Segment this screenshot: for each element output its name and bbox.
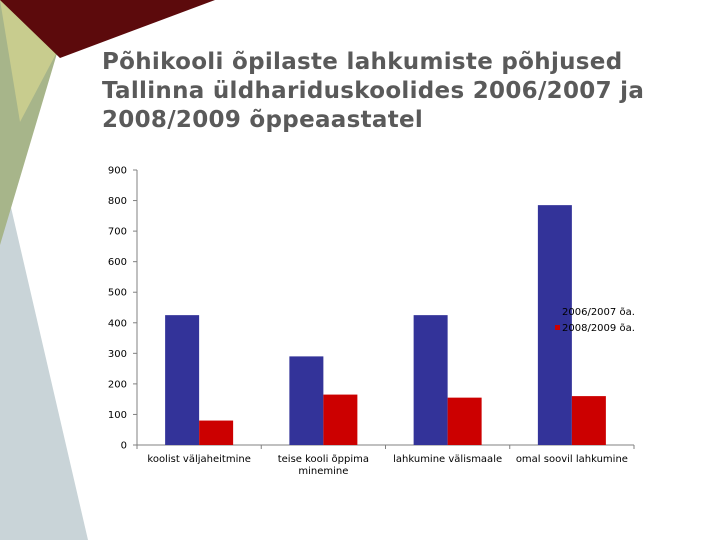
y-tick-label: 300 [107, 348, 127, 360]
y-tick-label: 0 [120, 440, 127, 452]
title-line: Põhikooli õpilaste lahkumiste põhjused [102, 49, 623, 75]
bar-series-2 [199, 421, 233, 445]
bar-series-1 [289, 356, 323, 445]
y-tick-label: 200 [107, 379, 127, 391]
x-tick-label: omal soovil lahkumine [515, 454, 628, 465]
title-line: Tallinna üldhariduskoolides 2006/2007 ja [102, 78, 645, 104]
legend-swatch [555, 325, 560, 330]
y-tick-label: 500 [107, 287, 127, 299]
legend-label: 2008/2009 õa. [562, 323, 635, 334]
bar-series-2 [448, 398, 482, 445]
legend-swatch [555, 309, 560, 314]
y-tick-label: 900 [107, 165, 127, 177]
bar-series-1 [414, 315, 448, 445]
x-tick-label: koolist väljaheitmine [147, 454, 251, 465]
bar-series-2 [572, 396, 606, 445]
title-line: 2008/2009 õppeaastatel [102, 107, 424, 133]
y-tick-label: 100 [107, 409, 127, 421]
bar-series-2 [323, 395, 357, 445]
x-tick-label: minemine [298, 466, 349, 477]
y-tick-label: 400 [107, 318, 127, 330]
y-tick-label: 800 [107, 196, 127, 208]
legend-label: 2006/2007 õa. [562, 307, 635, 318]
y-tick-label: 600 [107, 257, 127, 269]
y-tick-label: 700 [107, 226, 127, 238]
x-tick-label: lahkumine välismaale [393, 454, 503, 465]
x-tick-label: teise kooli õppima [277, 454, 370, 465]
bar-series-1 [165, 315, 199, 445]
